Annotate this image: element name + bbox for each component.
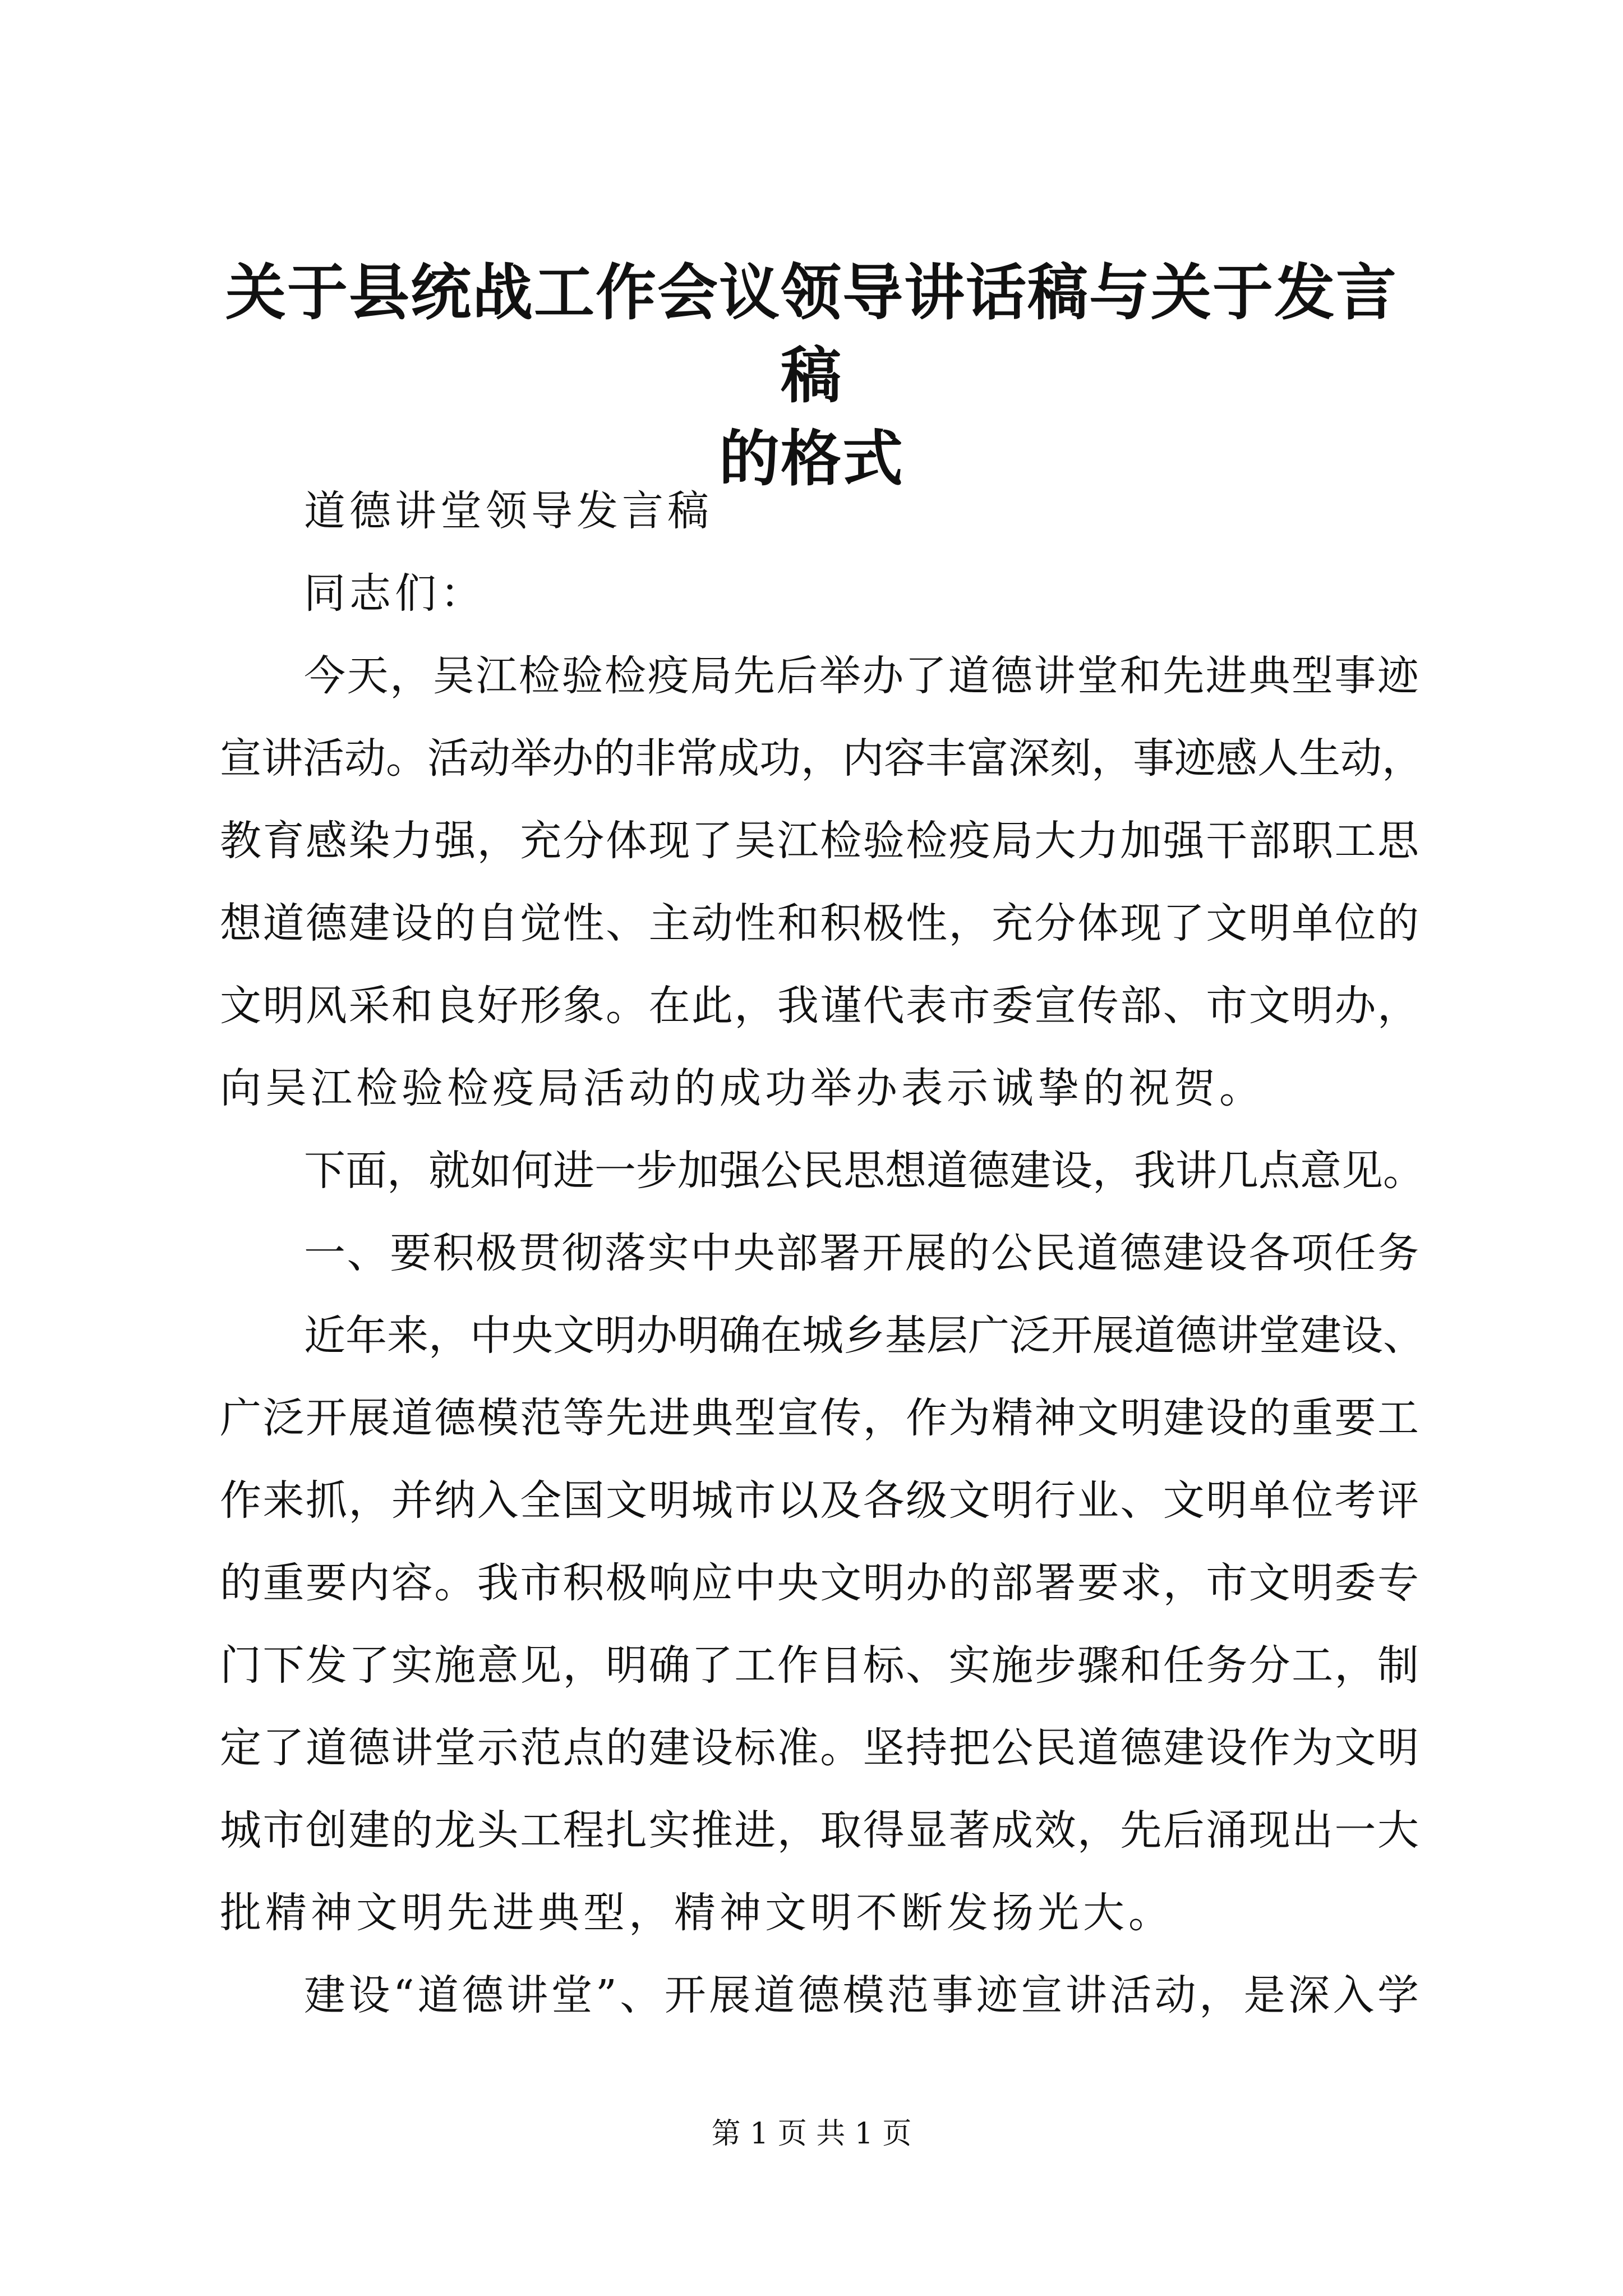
document-body [220,470,1424,2037]
paragraph-line: 城市创建的龙头工程扎实推进，取得显著成效，先后涌现出一大 [220,1806,1419,1855]
page-footer: 第 1 页 共 1 页 [711,2117,912,2151]
paragraph-line: 下面，就如何进一步加强公民思想道德建设，我讲几点意见。 [304,1147,1424,1195]
title-line-2: 的格式 [718,424,904,494]
document-title [213,251,1410,500]
paragraph-line: 教育感染力强，充分体现了吴江检验检疫局大力加强干部职工思 [220,817,1419,865]
speech-heading: 道德讲堂领导发言稿 [304,487,713,535]
title-line-1: 关于县统战工作会议领导讲话稿与关于发言稿 [225,257,1398,411]
paragraph-line: 宣讲活动。活动举办的非常成功，内容丰富深刻，事迹感人生动， [220,734,1423,783]
paragraph-line: 定了道德讲堂示范点的建设标准。坚持把公民道德建设作为文明 [220,1724,1419,1772]
section-heading: 一、要积极贯彻落实中央部署开展的公民道德建设各项任务 [304,1229,1419,1277]
paragraph-line: 近年来，中央文明办明确在城乡基层广泛开展道德讲堂建设、 [304,1312,1424,1360]
paragraph-line: 今天，吴江检验检疫局先后举办了道德讲堂和先进典型事迹 [304,652,1419,700]
paragraph-line: 门下发了实施意见，明确了工作目标、实施步骤和任务分工，制 [220,1641,1419,1690]
paragraph-line: 广泛开展道德模范等先进典型宣传，作为精神文明建设的重要工 [220,1394,1419,1442]
paragraph-line: 的重要内容。我市积极响应中央文明办的部署要求，市文明委专 [220,1559,1419,1607]
paragraph-line: 作来抓，并纳入全国文明城市以及各级文明行业、文明单位考评 [220,1476,1419,1525]
paragraph-line: 向吴江检验检疫局活动的成功举办表示诚挚的祝贺。 [220,1064,1265,1112]
paragraph-line: 文明风采和良好形象。在此，我谨代表市委宣传部、市文明办， [220,982,1419,1030]
paragraph-line: 批精神文明先进典型，精神文明不断发扬光大。 [220,1889,1174,1937]
paragraph-line: 建设“道德讲堂”、开展道德模范事迹宣讲活动，是深入学 [304,1971,1419,2019]
paragraph-line: 想道德建设的自觉性、主动性和积极性，充分体现了文明单位的 [220,899,1419,947]
salutation: 同志们： [304,569,486,618]
